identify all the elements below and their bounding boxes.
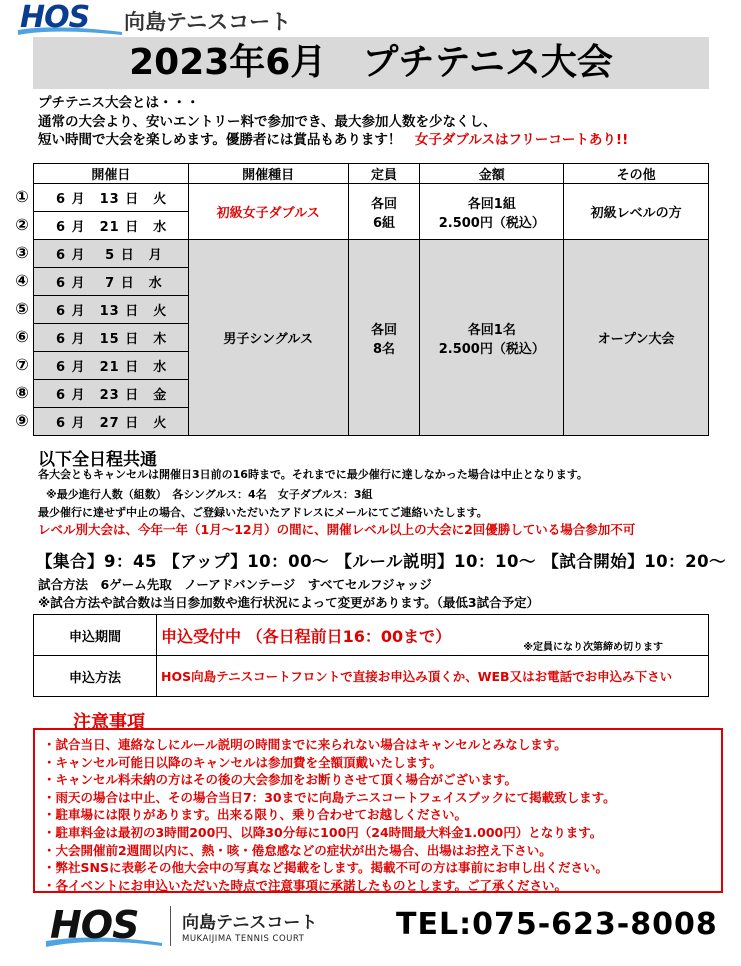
intro-line-1: プチテニス大会とは・・・ [38,95,200,111]
footer-venue: 向島テニスコート [182,913,318,933]
common-note-red: レベル別大会は、今年一年（1月～12月）の間に、開催レベル以上の大会に2回優勝している場合参加不可 [38,522,636,537]
col-header: その他 [564,164,709,184]
caution-item: ・キャンセル料未納の方はその後の大会参加をお断りさせて頂く場合がございます。 [43,772,518,788]
schedule-table [33,163,709,436]
intro-line-3-text: 短い時間で大会を楽しめます。優勝者には賞品もあります！ [38,132,402,148]
application-table [33,614,709,697]
common-title: 以下全日程共通 [38,450,157,470]
footer-tel: TEL:075-623-8008 [396,907,718,942]
caution-item: ・駐車料金は最初の3時間200円、以降30分毎に100円（24時間最大料金1.000円）となります。 [43,824,603,840]
table-row [34,615,709,656]
common-note-3: 最少催行に達せず中止の場合、ご登録いただいたアドレスにメールにてご連絡いたします。 [38,506,488,519]
capacity-cell: 各回 6組 [348,184,420,240]
period-value: 申込受付中 （各日程前日16：00まで） [161,626,452,646]
date-cell: 6 月 23 日 金 [34,380,189,408]
caution-item: ・雨天の場合は中止、その場合当日7：30までに向島テニスコートフェイスブックにて掲載致します。 [43,789,616,805]
row-num: ⑥ [15,327,29,346]
period-value-cell [157,615,709,656]
footer-logo [44,905,164,949]
common-note-2: ※最少進行人数（組数） 各シングルス：4名 女子ダブルス：3組 [46,488,373,501]
caution-title: 注意事項 [73,712,145,733]
caution-item: ・キャンセル可能日以降のキャンセルは参加費を全額頂戴いたします。 [43,754,443,770]
date-cell: 6 月 27 日 火 [34,408,189,436]
other-cell: オープン大会 [564,240,709,436]
price-cell: 各回1名 2.500円（税込） [420,240,564,436]
other-cell: 初級レベルの方 [564,184,709,240]
date-cell: 6 月 21 日 水 [34,352,189,380]
date-cell: 6 月 13 日 火 [34,296,189,324]
row-num: ② [15,215,29,234]
caution-item: ・大会開催前2週間以内に、熱・咳・倦怠感などの症状が出た場合、出場はお控え下さい。 [43,842,552,858]
match-method: 試合方法 6ゲーム先取 ノーアドバンテージ すべてセルフジャッジ [38,577,432,592]
intro-line-2: 通常の大会より、安いエントリー料で参加でき、最大参加人数を少なくし、 [38,113,497,130]
caution-item: ・駐車場には限りがあります。出来る限り、乗り合わせてお越しください。 [43,807,468,823]
match-method-note: ※試合方法や試合数は当日参加数や進行状況によって変更があります。（最低3試合予定） [38,595,540,610]
header-logo [14,2,126,36]
page-title: 2023年6月 プチテニス大会 [33,37,709,89]
header-venue: 向島テニスコート [124,10,292,34]
intro-text [38,94,628,150]
table-row [34,184,709,212]
table-row [34,656,709,697]
intro-line-3 [38,131,628,150]
period-note: ※定員になり次第締め切ります [523,642,663,653]
row-num: ① [15,187,29,206]
common-note-1: 各大会ともキャンセルは開催日3日前の16時まで。それまでに最少催行に達しなかった場合は中止となります。 [38,468,588,481]
caution-item: ・試合当日、連絡なしにルール説明の時間までに来られない場合はキャンセルとみなします。 [43,737,567,752]
col-header: 金額 [420,164,564,184]
row-num: ⑦ [15,355,29,374]
row-num: ⑤ [15,299,29,318]
method-label: 申込方法 [34,656,157,697]
intro-line-3-red: 女子ダブルスはフリーコートあり!! [414,132,629,148]
caution-item: ・各イベントにお申込いただいた時点で注意事項に承諾したものとします。ご了承ください。 [43,877,568,893]
col-header: 開催日 [34,164,189,184]
date-cell: 6 月 7 日 水 [34,268,189,296]
header-logo-text: HOS [20,0,90,35]
period-label: 申込期間 [34,615,157,656]
date-cell: 6 月 15 日 木 [34,324,189,352]
col-header: 開催種目 [188,164,348,184]
footer-divider [170,906,171,946]
row-num: ④ [15,271,29,290]
row-num: ③ [15,243,29,262]
row-num: ⑨ [15,411,29,430]
date-cell: 6 月 21 日 水 [34,212,189,240]
date-cell: 6 月 13 日 火 [34,184,189,212]
method-value: HOS向島テニスコートフロントで直接お申込み頂くか、WEB又はお電話でお申込み下さい [157,656,709,697]
time-schedule: 【集合】9：45 【アップ】10：00～ 【ルール説明】10：10～ 【試合開始】10：20～ [36,552,727,571]
footer-logo-text: HOS [50,903,139,947]
capacity-cell: 各回 8名 [348,240,420,436]
event-cell: 初級女子ダブルス [188,184,348,240]
table-row [34,240,709,268]
event-cell: 男子シングルス [188,240,348,436]
price-cell: 各回1組 2.500円（税込） [420,184,564,240]
col-header: 定員 [348,164,420,184]
footer-venue-en: MUKAIJIMA TENNIS COURT [182,934,305,944]
date-cell: 6 月 5 日 月 [34,240,189,268]
caution-box [33,728,723,893]
row-num: ⑧ [15,383,29,402]
caution-item: ・弊社SNSに表彰その他大会中の写真など掲載をします。掲載不可の方は事前にお申し出ください。 [43,860,608,876]
